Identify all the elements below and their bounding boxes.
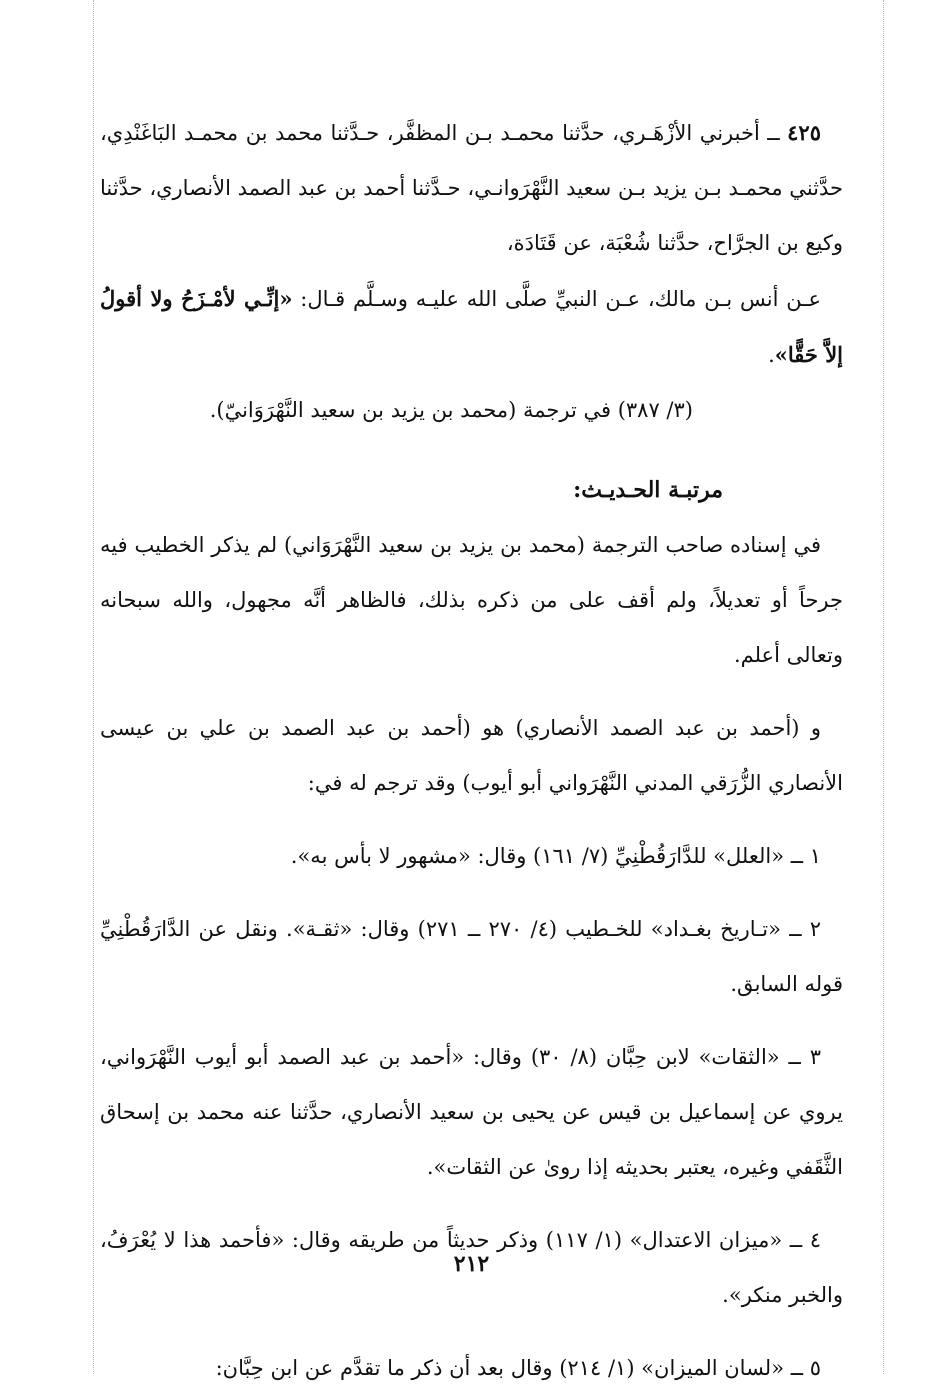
- grading-paragraph-1: في إسناده صاحب الترجمة (محمد بن يزيد بن سعيد النَّهْرَوَاني) لم يذكر الخطيب فيه جرحاً أو تعديلاً، ولم أقف على من ذكره بذلك، فالظاهر أنَّه مجهول، والله سبحانه وتعالى أعلم.: [100, 533, 843, 667]
- hadith-number: ٤٢٥: [787, 120, 821, 145]
- hadith-matn-intro: عـن أنس بـن مالك، عـن النبيِّ صلَّى الله عليـه وسـلَّم قـال:: [300, 287, 821, 311]
- hadith-matn-paragraph: [100, 271, 843, 383]
- margin-guide-right: [883, 0, 884, 1374]
- grading-paragraph-2: و (أحمد بن عبد الصمد الأنصاري) هو (أحمد بن عبد الصمد بن علي بن عيسى الأنصاري الزُّرَقي المدني النَّهْرَواني أبو أيوب) وقد ترجم له في:: [100, 716, 843, 795]
- reference-item-2: ٢ ــ «تـاريخ بغـداد» للخـطيب (٤/ ٢٧٠ ــ ٢٧١) وقال: «ثقـة». ونقل عن الدَّارَقُطْنِيِّ قوله السابق.: [100, 917, 843, 996]
- reference-item-4: ٤ ــ «ميزان الاعتدال» (١/ ١١٧) وذكر حديثاً من طريقه وقال: «فأحمد هذا لا يُعْرَفُ، والخبر منكر».: [100, 1228, 843, 1307]
- page-number: ٢١٢: [453, 1251, 490, 1277]
- margin-guide-left: [93, 0, 94, 1374]
- hadith-isnad-paragraph: [100, 105, 843, 271]
- hadith-matn-end: .: [768, 343, 775, 367]
- page-body: [100, 105, 843, 1396]
- reference-item-3: ٣ ــ «الثقات» لابن حِبَّان (٨/ ٣٠) وقال: «أحمد بن عبد الصمد أبو أيوب النَّهْرَواني، يروي عن إسماعيل بن قيس عن يحيى بن سعيد الأنصاري، حدَّثنا عنه محمد بن إسحاق الثَّقَفي وغيره، يعتبر بحديثه إذا روىٰ عن الثقات».: [100, 1045, 843, 1179]
- hadith-source-reference: (٣/ ٣٨٧) في ترجمة (محمد بن يزيد بن سعيد النَّهْرَوَانيّ).: [209, 398, 693, 422]
- reference-item-1: ١ ــ «العلل» للدَّارَقُطْنِيِّ (٧/ ١٦١) وقال: «مشهور لا بأس به».: [290, 844, 821, 868]
- hadith-matn-quote: «إنِّـي لأمْـزَحُ ولا أقولُ إلاَّ حَقًّا»: [100, 286, 843, 367]
- reference-item-5: ٥ ــ «لسان الميزان» (١/ ٢١٤) وقال بعد أن ذكر ما تقدَّم عن ابن حِبَّان:: [215, 1356, 821, 1380]
- hadith-isnad: ــ أخبرني الأزْهَـري، حدَّثنا محمـد بـن المظفَّر، حـدَّثنا محمد بن محمـد البَاغَنْدِي، حدَّثني محمـد بـن يزيد بـن سعيد النَّهْرَوانـي، حـدَّثنا أحمد بن عبد الصمد الأنصاري، حدَّثنا وكيع بن الجرَّاح، حدَّثنا شُعْبَة، عن قَتَادَة،: [100, 121, 843, 255]
- grading-heading: مرتبـة الحـديـث:: [573, 477, 723, 503]
